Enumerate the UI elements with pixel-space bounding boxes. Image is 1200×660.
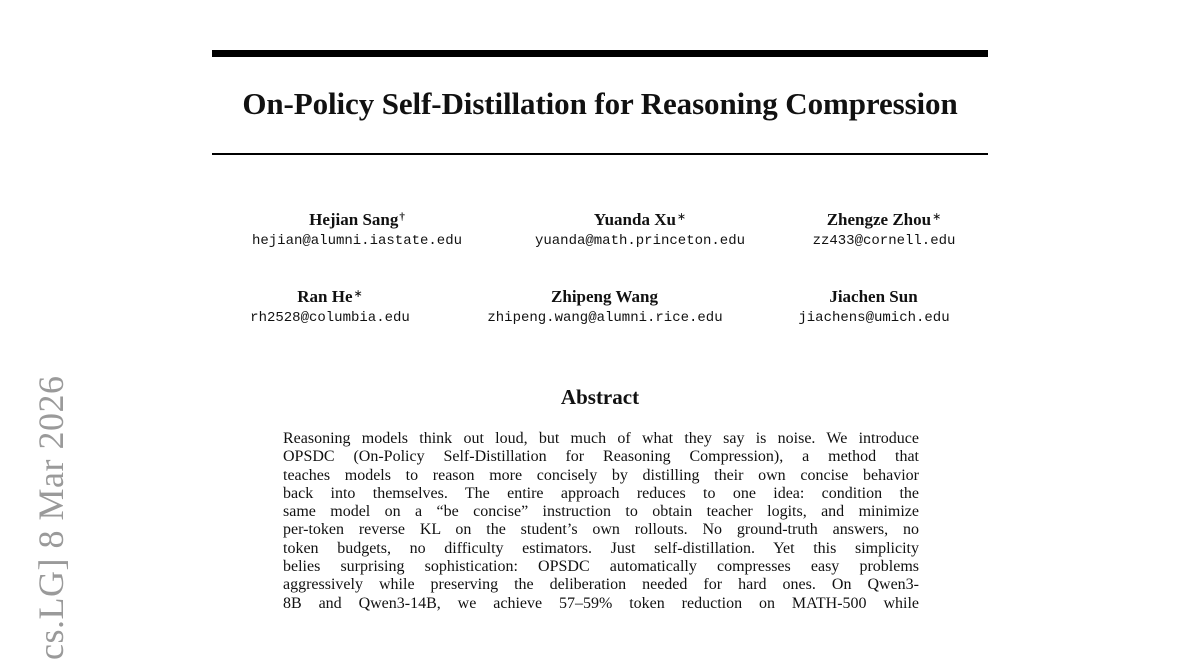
arxiv-identifier-stamp: cs.LG] 8 Mar 2026 bbox=[31, 375, 71, 660]
author-email: yuanda@math.princeton.edu bbox=[534, 233, 746, 249]
author-email: rh2528@columbia.edu bbox=[250, 310, 410, 326]
author-name: Zhipeng Wang bbox=[551, 287, 658, 306]
author-mark: ∗ bbox=[676, 211, 687, 223]
abstract-line: OPSDC (On-Policy Self-Distillation for Reasoning Compression), a method that bbox=[283, 448, 919, 466]
abstract-heading: Abstract bbox=[560, 385, 640, 409]
title-bottom-rule bbox=[212, 153, 988, 155]
paper-title: On-Policy Self-Distillation for Reasoning Compression bbox=[242, 86, 958, 121]
author-block bbox=[714, 287, 1034, 327]
abstract-line: Reasoning models think out loud, but much of what they say is noise. We introduce bbox=[283, 430, 919, 447]
author-email: jiachens@umich.edu bbox=[798, 310, 950, 326]
author-block bbox=[197, 210, 517, 250]
author-name: Ran He∗ bbox=[297, 287, 363, 306]
abstract-line: per-token reverse KL on the student’s own rollouts. No ground-truth answers, no bbox=[283, 521, 919, 539]
abstract-line: 8B and Qwen3-14B, we achieve 57–59% token reduction on MATH-500 while bbox=[283, 594, 919, 612]
author-email: zhipeng.wang@alumni.rice.edu bbox=[487, 310, 723, 326]
abstract-line: teaches models to reason more concisely by distilling their own concise behavior bbox=[283, 466, 919, 484]
author-name: Hejian Sang† bbox=[309, 210, 405, 229]
abstract-line: belies surprising sophistication: OPSDC automatically compresses easy problems bbox=[283, 558, 919, 576]
author-block bbox=[724, 210, 1044, 250]
author-name: Jiachen Sun bbox=[829, 287, 918, 306]
author-mark: † bbox=[399, 211, 405, 223]
author-email: hejian@alumni.iastate.edu bbox=[251, 233, 463, 249]
abstract-body bbox=[283, 430, 919, 613]
author-mark: ∗ bbox=[932, 211, 942, 223]
author-mark: ∗ bbox=[353, 288, 363, 300]
author-block bbox=[170, 287, 490, 327]
abstract-line: token budgets, no difficulty estimators. Just self-distillation. Yet this simplicity bbox=[283, 539, 919, 557]
abstract-line: aggressively while preserving the deliberation needed for hard ones. On Qwen3- bbox=[283, 576, 919, 594]
title-top-rule bbox=[212, 50, 988, 57]
abstract-line: same model on a “be concise” instruction to obtain teacher logits, and minimize bbox=[283, 503, 919, 521]
abstract-line: back into themselves. The entire approach reduces to one idea: condition the bbox=[283, 484, 919, 502]
author-name: Zhengze Zhou∗ bbox=[826, 210, 942, 229]
author-email: zz433@cornell.edu bbox=[812, 233, 956, 249]
author-name: Yuanda Xu∗ bbox=[593, 210, 687, 229]
